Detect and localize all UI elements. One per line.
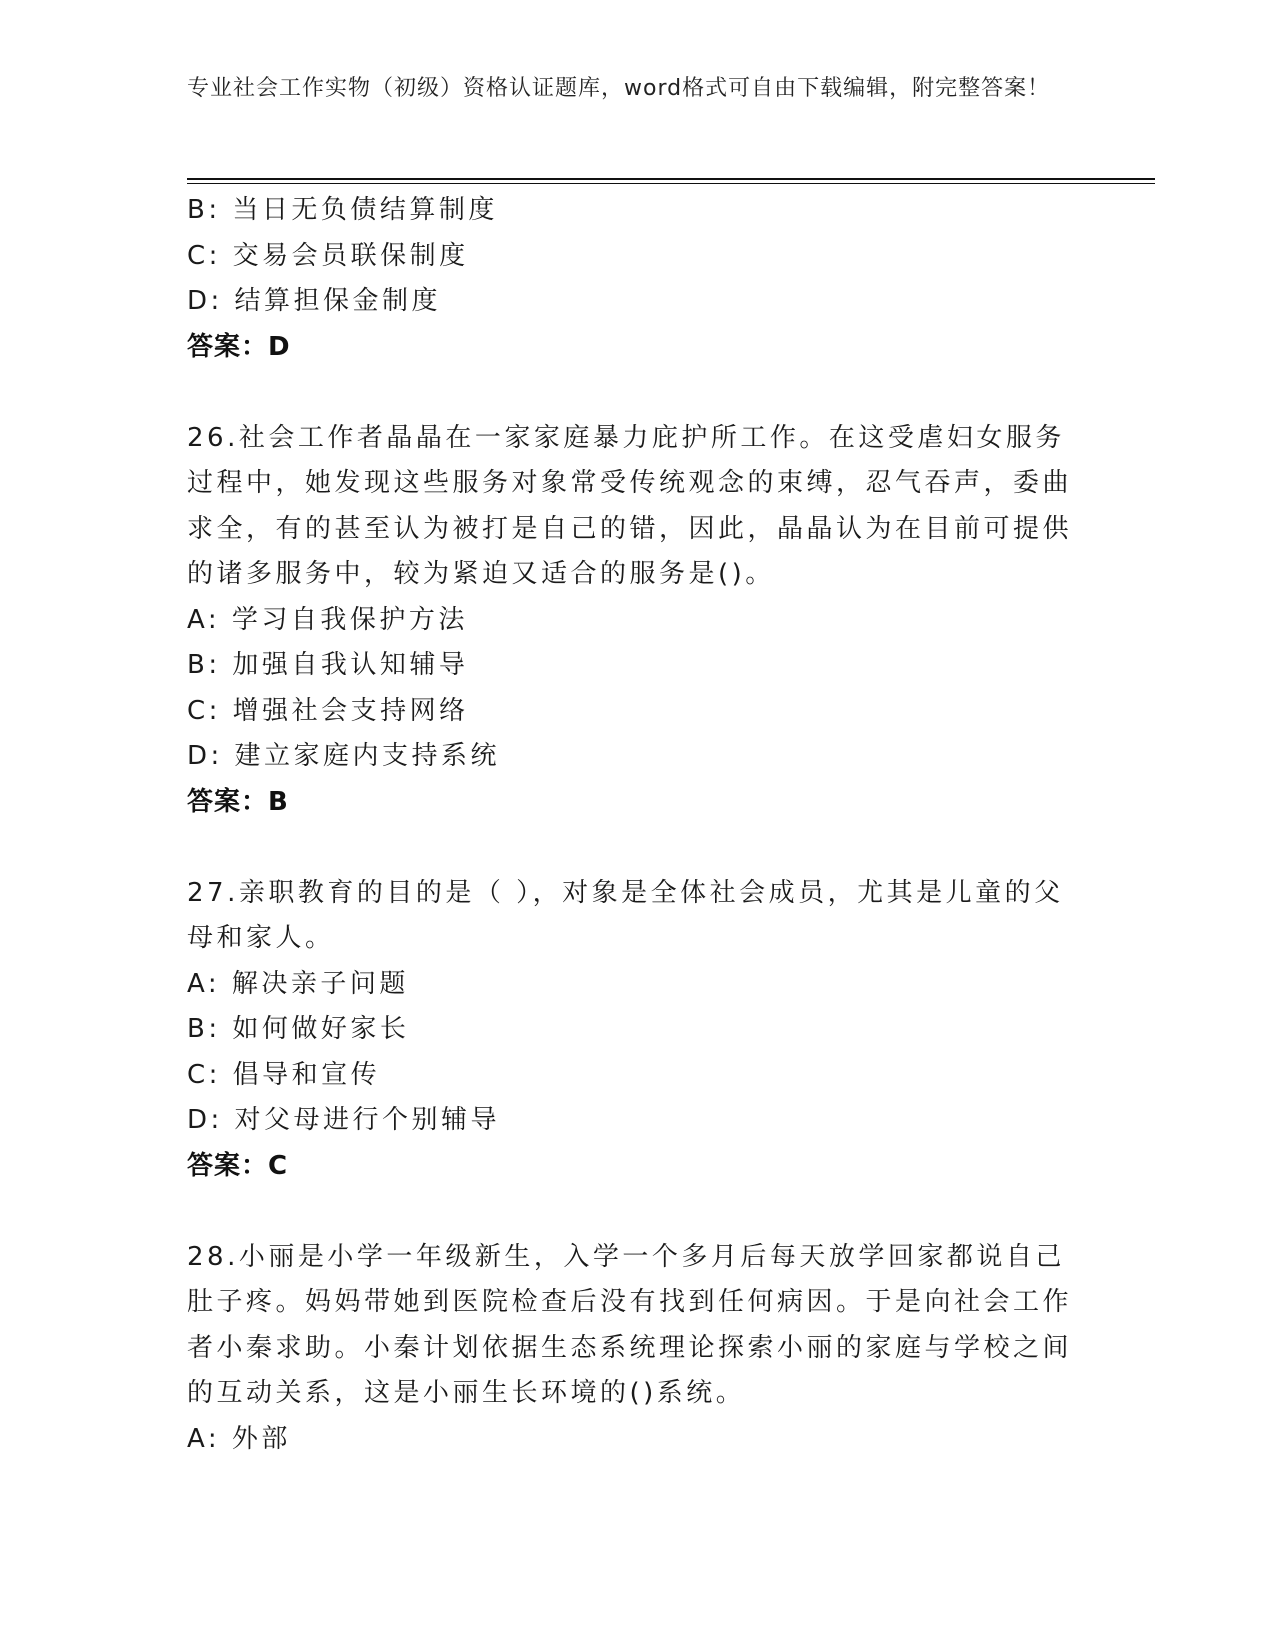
option-a: A: 解决亲子问题 xyxy=(187,968,409,999)
option-c: C: 增强社会支持网络 xyxy=(187,695,469,726)
answer-label: 答案：D xyxy=(187,331,291,362)
header-rule-thick xyxy=(187,178,1155,180)
spacer xyxy=(187,1189,1087,1235)
spacer xyxy=(187,370,1087,416)
option-a: A: 外部 xyxy=(187,1423,291,1454)
question-text: 26.社会工作者晶晶在一家家庭暴力庇护所工作。在这受虐妇女服务过程中，她发现这些服务对象常受传统观念的束缚，忍气吞声，委曲求全，有的甚至认为被打是自己的错，因此，晶晶认为在目前可提供的诸多服务中，较为紧迫又适合的服务是()。 xyxy=(187,422,1073,589)
option-b: B: 当日无负债结算制度 xyxy=(187,195,498,225)
question-text: 28.小丽是小学一年级新生，入学一个多月后每天放学回家都说自己肚子疼。妈妈带她到医院检查后没有找到任何病因。于是向社会工作者小秦求助。小秦计划依据生态系统理论探索小丽的家庭与学校之间的互动关系，这是小丽生长环境的()系统。 xyxy=(187,1241,1073,1408)
question-list xyxy=(187,188,1087,1462)
option-d: D: 对父母进行个别辅导 xyxy=(187,1105,501,1135)
question-block-27 xyxy=(187,871,1087,1190)
question-text: 27.亲职教育的目的是（ ），对象是全体社会成员，尤其是儿童的父母和家人。 xyxy=(187,877,1064,953)
question-block-26 xyxy=(187,416,1087,826)
document-header: 专业社会工作实物（初级）资格认证题库，word格式可自由下载编辑，附完整答案！ xyxy=(187,76,1051,101)
option-c: C: 倡导和宣传 xyxy=(187,1059,381,1090)
answer-label: 答案：C xyxy=(187,1150,289,1181)
spacer xyxy=(187,825,1087,871)
option-d: D: 建立家庭内支持系统 xyxy=(187,741,501,771)
option-a: A: 学习自我保护方法 xyxy=(187,604,468,635)
answer-label: 答案：B xyxy=(187,786,289,817)
question-block-28 xyxy=(187,1235,1087,1463)
option-b: B: 加强自我认知辅导 xyxy=(187,650,469,680)
option-d: D: 结算担保金制度 xyxy=(187,286,442,316)
option-b: B: 如何做好家长 xyxy=(187,1014,410,1044)
header-rule-thin xyxy=(187,183,1155,184)
question-block-25 xyxy=(187,188,1087,370)
option-c: C: 交易会员联保制度 xyxy=(187,240,469,271)
